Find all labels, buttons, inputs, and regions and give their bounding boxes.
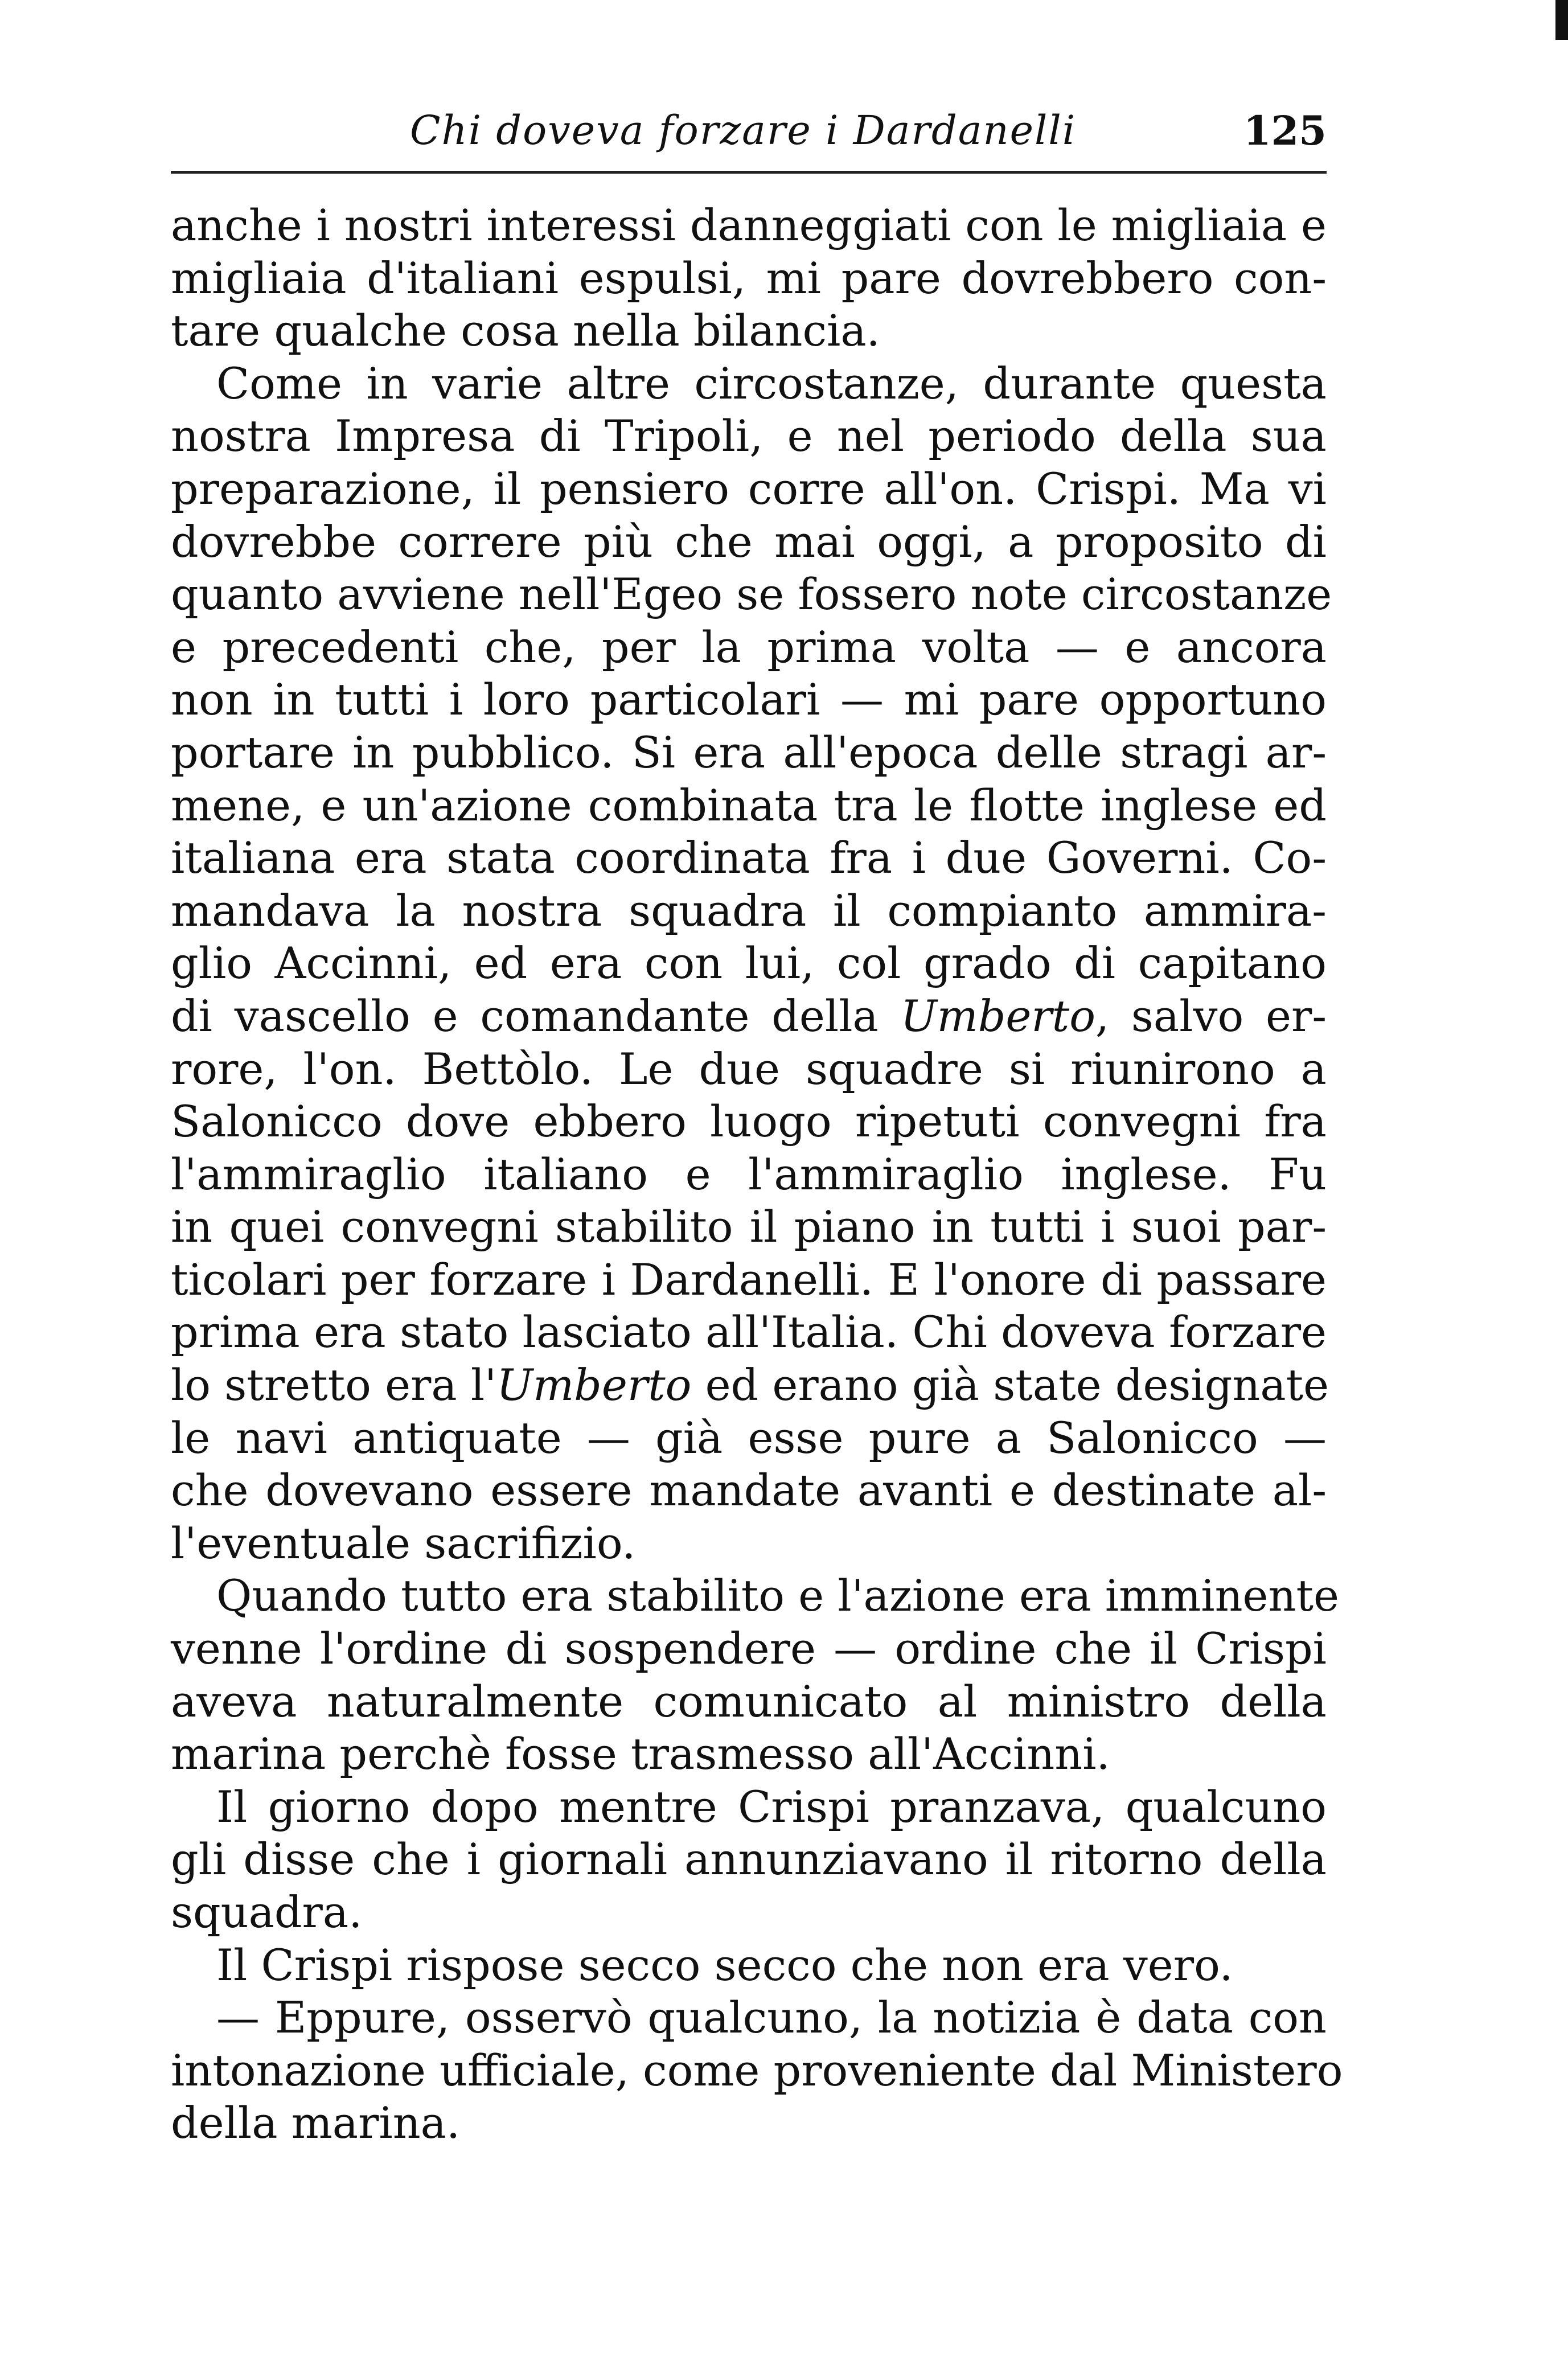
text-line: migliaia d'italiani espulsi, mi pare dovrebbero con- xyxy=(171,252,1327,303)
text-line: portare in pubblico. Si era all'epoca delle stragi ar- xyxy=(171,726,1327,778)
text-segment: di vascello e comandante della xyxy=(171,990,901,1041)
text-line: l'ammiraglio italiano e l'ammiraglio inglese. Fu xyxy=(171,1148,1327,1200)
text-line: italiana era stata coordinata fra i due Governi. Co- xyxy=(171,832,1327,884)
text-line: non in tutti i loro particolari — mi pare opportuno xyxy=(171,674,1327,725)
paragraph-6 xyxy=(171,1992,1343,2150)
text-line: rore, l'on. Bettòlo. Le due squadre si riunirono a xyxy=(171,1043,1327,1094)
text-line: le navi antiquate — già esse pure a Salonicco — xyxy=(171,1412,1327,1463)
text-line: nostra Impresa di Tripoli, e nel periodo della sua xyxy=(171,410,1327,462)
scan-edge-mark xyxy=(1555,0,1568,40)
text-line: gli disse che i giornali annunziavano il ritorno della xyxy=(171,1834,1327,1885)
text-line: della marina. xyxy=(171,2097,461,2149)
text-line: tare qualche cosa nella bilancia. xyxy=(171,305,880,356)
text-line: dovrebbe correre più che mai oggi, a proposito di xyxy=(171,516,1327,567)
text-line: intonazione ufficiale, come proveniente dal Ministero xyxy=(171,2044,1343,2096)
ship-name-italic: Umberto xyxy=(900,990,1095,1041)
text-line: mene, e un'azione combinata tra le flotte inglese ed xyxy=(171,779,1327,831)
paragraph-3 xyxy=(171,1570,1339,1780)
text-line: in quei convegni stabilito il piano in tutti i suoi par- xyxy=(171,1201,1327,1253)
ship-name-italic: Umberto xyxy=(496,1360,692,1411)
page-header xyxy=(171,97,1327,174)
text-line: e precedenti che, per la prima volta — e ancora xyxy=(171,621,1327,672)
text-line: anche i nostri interessi danneggiati con le migliaia e xyxy=(171,200,1327,251)
text-line: glio Accinni, ed era con lui, col grado di capitano xyxy=(171,938,1327,989)
text-line: che dovevano essere mandate avanti e destinate al- xyxy=(171,1465,1327,1516)
text-line: marina perchè fosse trasmesso all'Accinni. xyxy=(171,1728,1110,1780)
paragraph-2 xyxy=(171,358,1332,1570)
text-line: mandava la nostra squadra il compianto ammira- xyxy=(171,885,1327,936)
text-line: Quando tutto era stabilito e l'azione era imminente xyxy=(216,1570,1339,1621)
text-line: ticolari per forzare i Dardanelli. E l'onore di passare xyxy=(171,1254,1327,1305)
text-line-with-ship-name xyxy=(171,990,1327,1043)
paragraph-1 xyxy=(171,199,1327,358)
paragraph-5 xyxy=(171,1939,1327,1992)
paragraph-4 xyxy=(171,1781,1327,1939)
text-segment: , salvo er- xyxy=(1095,990,1327,1041)
text-line: prima era stato lasciato all'Italia. Chi doveva forzare xyxy=(171,1307,1327,1358)
page-number: 125 xyxy=(1243,107,1327,154)
body-text xyxy=(171,199,1343,2150)
text-segment: ed erano già state designate xyxy=(691,1360,1329,1411)
text-line: squadra. xyxy=(171,1887,363,1937)
running-title: Chi doveva forzare i Dardanelli xyxy=(410,107,1077,154)
text-line: Il Crispi rispose secco secco che non era vero. xyxy=(216,1939,1233,1990)
text-line-with-ship-name xyxy=(171,1359,1327,1412)
text-line: venne l'ordine di sospendere — ordine che il Crispi xyxy=(171,1623,1327,1674)
text-line: l'eventuale sacrifizio. xyxy=(171,1517,636,1569)
text-line: quanto avviene nell'Egeo se fossero note circostanze xyxy=(171,569,1332,620)
text-line: aveva naturalmente comunicato al ministro della xyxy=(171,1676,1327,1727)
text-line: — Eppure, osservò qualcuno, la notizia è data con xyxy=(216,1992,1327,2043)
text-line: preparazione, il pensiero corre all'on. Crispi. Ma vi xyxy=(171,463,1327,514)
text-line: Salonicco dove ebbero luogo ripetuti convegni fra xyxy=(171,1096,1327,1147)
text-line: Il giorno dopo mentre Crispi pranzava, qualcuno xyxy=(216,1781,1327,1832)
text-segment: lo stretto era l' xyxy=(171,1360,497,1411)
text-line: Come in varie altre circostanze, durante questa xyxy=(216,358,1327,409)
